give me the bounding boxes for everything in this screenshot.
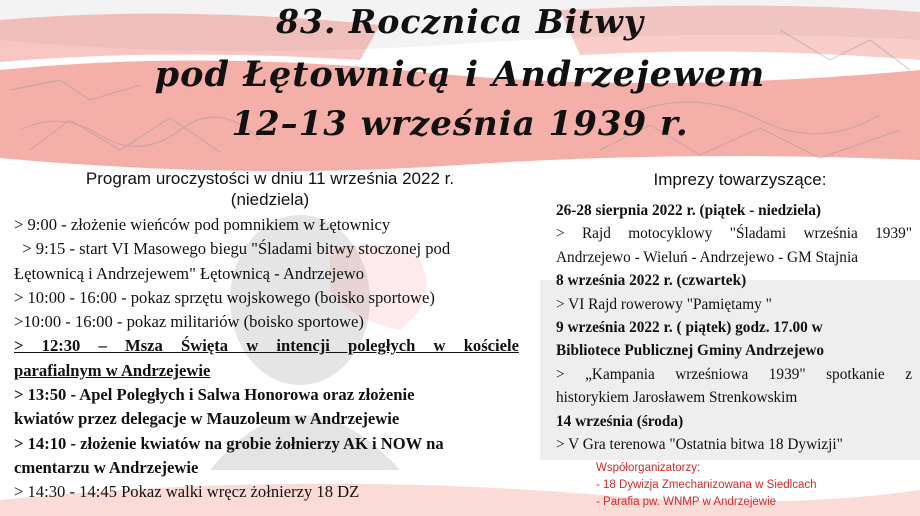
events-list bbox=[556, 199, 912, 456]
program-line-mass: parafialnym w Andrzejewie bbox=[14, 360, 211, 380]
title-line-1: 83. Rocznica Bitwy bbox=[276, 2, 644, 41]
event-line: Andrzejewo - Wieluń - Andrzejewo - GM Stajnia bbox=[556, 248, 858, 266]
event-line: > Rajd motocyklowy "Śladami września 1939" bbox=[556, 225, 912, 243]
event-line: > VI Rajd rowerowy "Pamiętamy " bbox=[556, 295, 772, 313]
program-heading bbox=[20, 168, 520, 210]
program-line: kwiatów przez delegacje w Mauzoleum w Andrzejewie bbox=[14, 409, 400, 429]
event-date: Bibliotece Publicznej Gminy Andrzejewo bbox=[556, 342, 825, 360]
event-date: 8 września 2022 r. (czwartek) bbox=[556, 272, 747, 290]
coorganizer-item: - 18 Dywizja Zmechanizowana w Siedlcach bbox=[596, 479, 817, 491]
program-heading-line-1: Program uroczystości w dniu 11 września 2022 r. bbox=[85, 169, 455, 188]
event-date: 14 września (środa) bbox=[556, 412, 684, 430]
event-line: historykiem Jarosławem Strenkowskim bbox=[556, 389, 798, 407]
program-heading-line-2: (niedziela) bbox=[230, 190, 310, 209]
event-line: > „Kampania wrześniowa 1939" spotkanie z bbox=[556, 365, 912, 383]
program-line-mass: > 12:30 – Msza Święta w intencji poległych w kościele bbox=[14, 336, 519, 356]
program-line: Łętownicą i Andrzejewem" Łętownicą - Andrzejewo bbox=[14, 263, 365, 283]
events-heading: Imprezy towarzyszące: bbox=[653, 170, 827, 189]
program-line: > 14:30 - 14:45 Pokaz walki wręcz żołnierzy 18 DZ bbox=[14, 482, 360, 502]
event-line: > V Gra terenowa "Ostatnia bitwa 18 Dywizji" bbox=[556, 435, 843, 453]
program-line: cmentarzu w Andrzejewie bbox=[14, 457, 199, 477]
event-date: 9 września 2022 r. ( piątek) godz. 17.00 w bbox=[556, 318, 823, 336]
program-list bbox=[14, 213, 519, 505]
event-date: 26-28 sierpnia 2022 r. (piątek - niedziela) bbox=[556, 202, 821, 219]
program-line: > 13:50 - Apel Poległych i Salwa Honorowa oraz złożenie bbox=[14, 385, 415, 405]
program-line: >10:00 - 16:00 - pokaz militariów (boisko sportowe) bbox=[14, 312, 364, 332]
program-line: > 9:15 - start VI Masowego biegu "Śladami bitwy stoczonej pod bbox=[14, 239, 451, 259]
program-line: > 9:00 - złożenie wieńców pod pomnikiem w Łętownicy bbox=[14, 215, 391, 234]
title-line-3: 12–13 września 1939 r. bbox=[231, 104, 689, 144]
title-line-2: pod Łętownicą i Andrzejewem bbox=[154, 54, 766, 95]
program-line: > 14:10 - złożenie kwiatów na grobie żołnierzy AK i NOW na bbox=[14, 433, 444, 453]
coorganizer-item: - Parafia pw. WNMP w Andrzejewie bbox=[596, 496, 777, 508]
program-line: > 10:00 - 16:00 - pokaz sprzętu wojskowego (boisko sportowe) bbox=[14, 287, 435, 307]
coorganizers bbox=[596, 460, 817, 511]
coorganizers-heading: Współorganizatorzy: bbox=[596, 462, 701, 474]
